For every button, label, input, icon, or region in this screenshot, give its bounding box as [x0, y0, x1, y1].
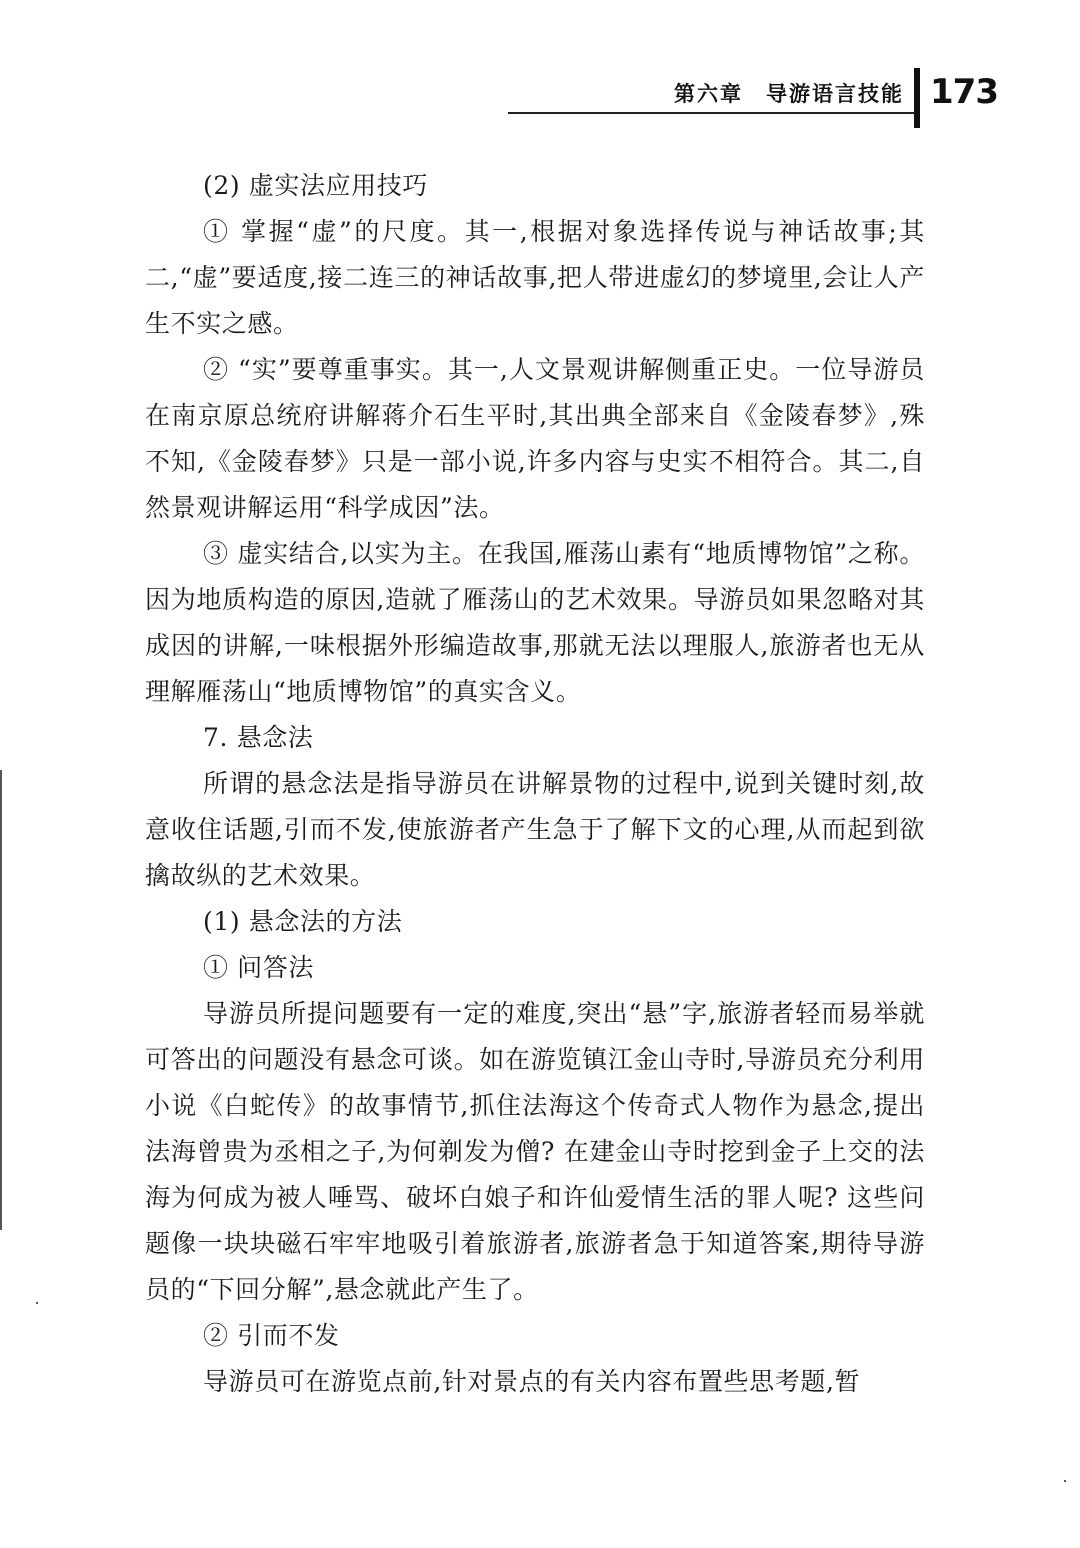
section-heading: 7. 悬念法	[203, 723, 314, 752]
chapter-title: 第六章 导游语言技能	[674, 82, 904, 106]
paragraph: 导游员可在游览点前,针对景点的有关内容布置些思考题,暂	[203, 1367, 861, 1396]
paragraph: 所谓的悬念法是指导游员在讲解景物的过程中,说到关键时刻,故意收住话题,引而不发,使旅游者产生急于了解下文的心理,从而起到欲擒故纵的艺术效果。	[145, 769, 925, 890]
scan-edge-line	[0, 770, 2, 1230]
paragraph: ③ 虚实结合,以实为主。在我国,雁荡山素有“地质博物馆”之称。因为地质构造的原因,造就了雁荡山的艺术效果。导游员如果忽略对其成因的讲解,一味根据外形编造故事,那就无法以理服人,旅游者也无从理解雁荡山“地质博物馆”的真实含义。	[145, 539, 925, 706]
paragraph: ① 掌握“虚”的尺度。其一,根据对象选择传说与神话故事;其二,“虚”要适度,接二连三的神话故事,把人带进虚幻的梦境里,会让人产生不实之感。	[145, 217, 925, 338]
subheading: (2) 虚实法应用技巧	[203, 171, 428, 200]
page-number: 173	[930, 72, 998, 112]
paragraph: ② “实”要尊重事实。其一,人文景观讲解侧重正史。一位导游员在南京原总统府讲解蒋介石生平时,其出典全部来自《金陵春梦》,殊不知,《金陵春梦》只是一部小说,许多内容与史实不相符合。其二,自然景观讲解运用“科学成因”法。	[145, 355, 925, 522]
subheading: (1) 悬念法的方法	[203, 907, 403, 936]
scan-speck	[1064, 1480, 1066, 1482]
header-rule	[508, 112, 920, 114]
subheading: ② 引而不发	[203, 1321, 340, 1350]
subheading: ① 问答法	[203, 953, 314, 982]
paragraph: 导游员所提问题要有一定的难度,突出“悬”字,旅游者轻而易举就可答出的问题没有悬念可谈。如在游览镇江金山寺时,导游员充分利用小说《白蛇传》的故事情节,抓住法海这个传奇式人物作为悬念,提出法海曾贵为丞相之子,为何剃发为僧? 在建金山寺时挖到金子上交的法海为何成为被人唾骂、破坏白娘子和许仙爱情生活的罪人呢? 这些问题像一块块磁石牢牢地吸引着旅游者,旅游者急于知道答案,期待导游员的“下回分解”,悬念就此产生了。	[145, 999, 925, 1304]
header-divider-bar	[914, 68, 920, 128]
running-header	[500, 70, 920, 120]
body-text	[145, 163, 925, 1405]
scan-speck	[36, 1302, 38, 1304]
